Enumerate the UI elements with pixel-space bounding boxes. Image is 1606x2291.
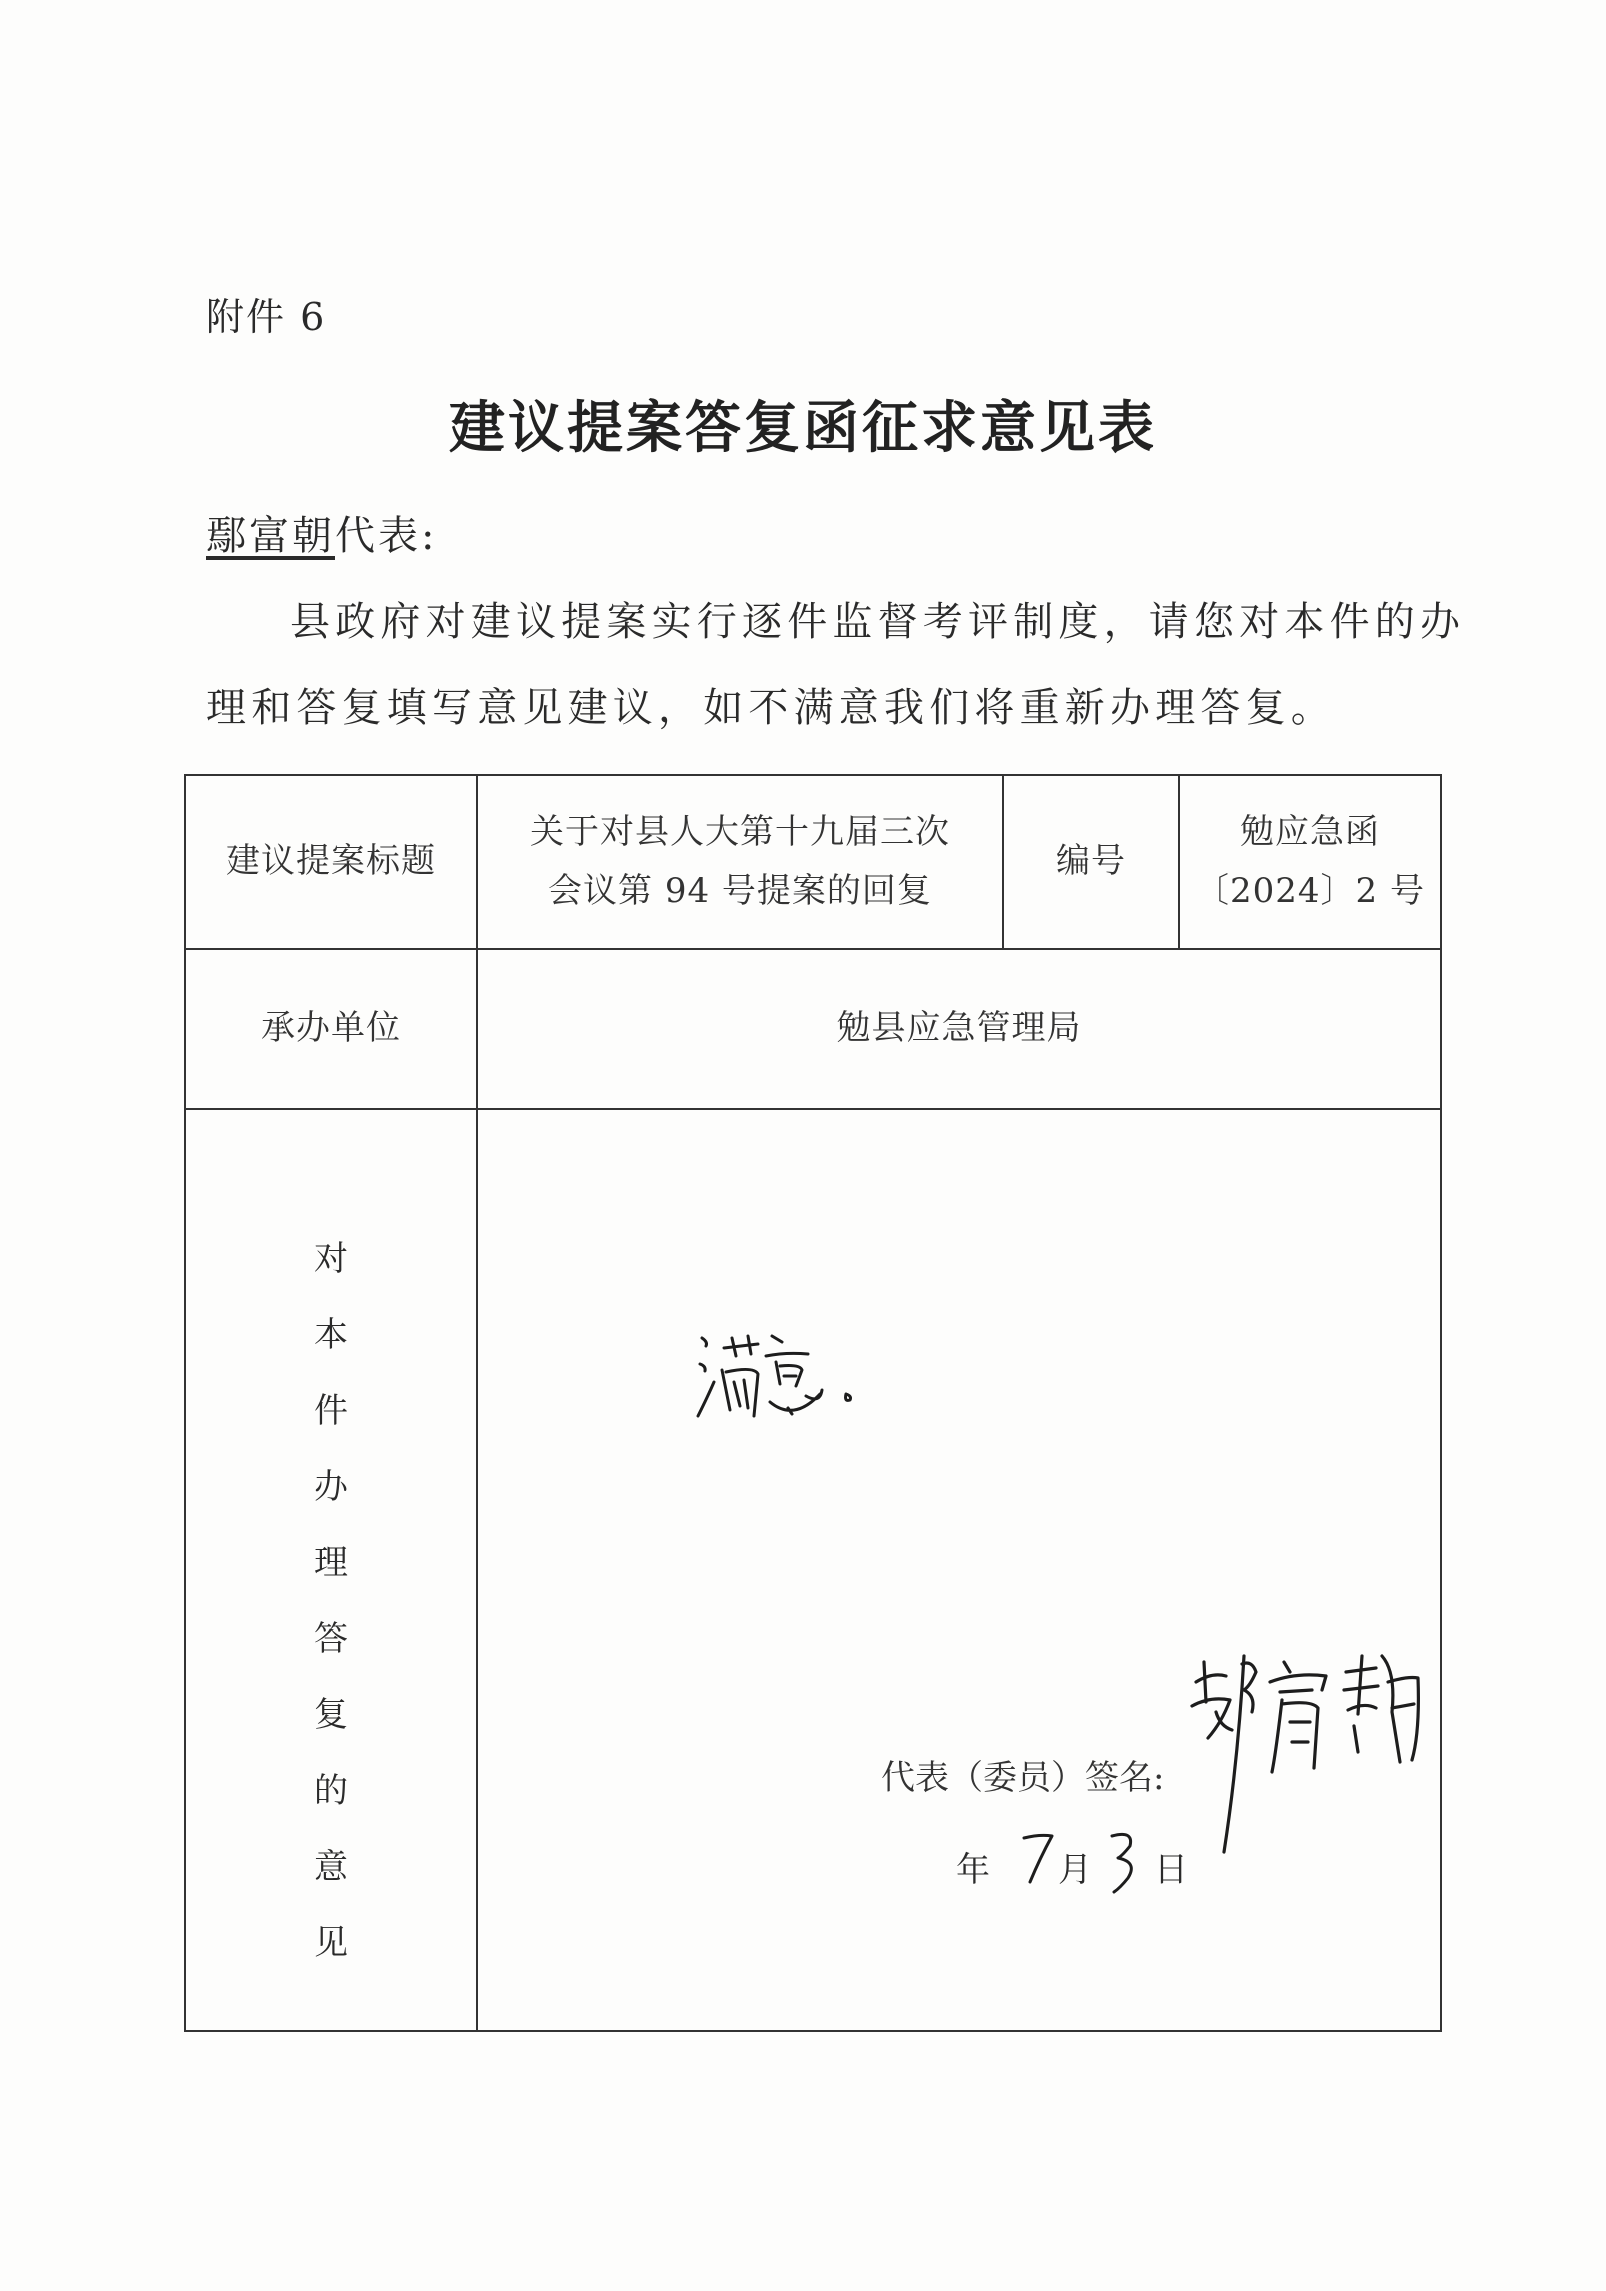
opinion-label-char: 件 <box>314 1391 348 1431</box>
handling-unit-label: 承办单位 <box>261 1008 401 1049</box>
handling-unit-label-cell <box>186 950 476 1108</box>
opinion-form-table <box>184 774 1442 2032</box>
opinion-label-char: 本 <box>314 1315 348 1355</box>
opinion-label-char: 见 <box>314 1923 348 1963</box>
date-month-label: 月 <box>1058 1850 1092 1890</box>
opinion-label-char: 对 <box>314 1239 348 1279</box>
salutation-suffix: 代表: <box>335 513 438 559</box>
attachment-label: 附件 6 <box>206 295 327 339</box>
handwritten-signature <box>1186 1642 1436 1862</box>
number-value-line-2: 〔2024〕2 号 <box>1195 871 1425 911</box>
number-value-line-1: 勉应急函 <box>1240 811 1380 852</box>
opinion-label-char: 的 <box>314 1771 348 1811</box>
handling-unit-value-cell <box>478 950 1440 1108</box>
document-title: 建议提案答复函征求意见表 <box>449 395 1157 461</box>
handwritten-opinion <box>696 1324 926 1434</box>
opinion-label-char: 办 <box>314 1467 348 1507</box>
date-day-handwritten <box>1104 1826 1144 1896</box>
representative-name: 鄢富朝 <box>206 513 335 559</box>
salutation <box>206 504 437 561</box>
proposal-title-line-1: 关于对县人大第十九届三次 <box>530 811 950 852</box>
date-month-handwritten <box>1018 1828 1058 1888</box>
title-label: 建议提案标题 <box>226 841 436 882</box>
signature-label: 代表（委员）签名: <box>881 1758 1165 1798</box>
opinion-label-vertical <box>186 1221 476 1981</box>
opinion-label-char: 复 <box>314 1695 348 1735</box>
date-day-label: 日 <box>1154 1850 1188 1890</box>
proposal-title-line-2: 会议第 94 号提案的回复 <box>548 871 932 911</box>
opinion-label-char: 意 <box>314 1847 348 1887</box>
handling-unit-value: 勉县应急管理局 <box>836 1008 1082 1049</box>
date-year-label: 年 <box>956 1850 990 1890</box>
intro-line-2: 理和答复填写意见建议，如不满意我们将重新办理答复。 <box>206 685 1336 731</box>
row-divider-2 <box>186 1108 1440 1110</box>
opinion-label-char: 答 <box>314 1619 348 1659</box>
intro-line-1: 县政府对建议提案实行逐件监督考评制度，请您对本件的办 <box>290 599 1466 645</box>
number-value-cell <box>1180 776 1440 948</box>
opinion-label-char: 理 <box>314 1543 348 1583</box>
number-label: 编号 <box>1056 841 1126 882</box>
title-label-cell <box>186 776 476 948</box>
proposal-title-cell <box>478 776 1002 948</box>
number-label-cell <box>1004 776 1178 948</box>
